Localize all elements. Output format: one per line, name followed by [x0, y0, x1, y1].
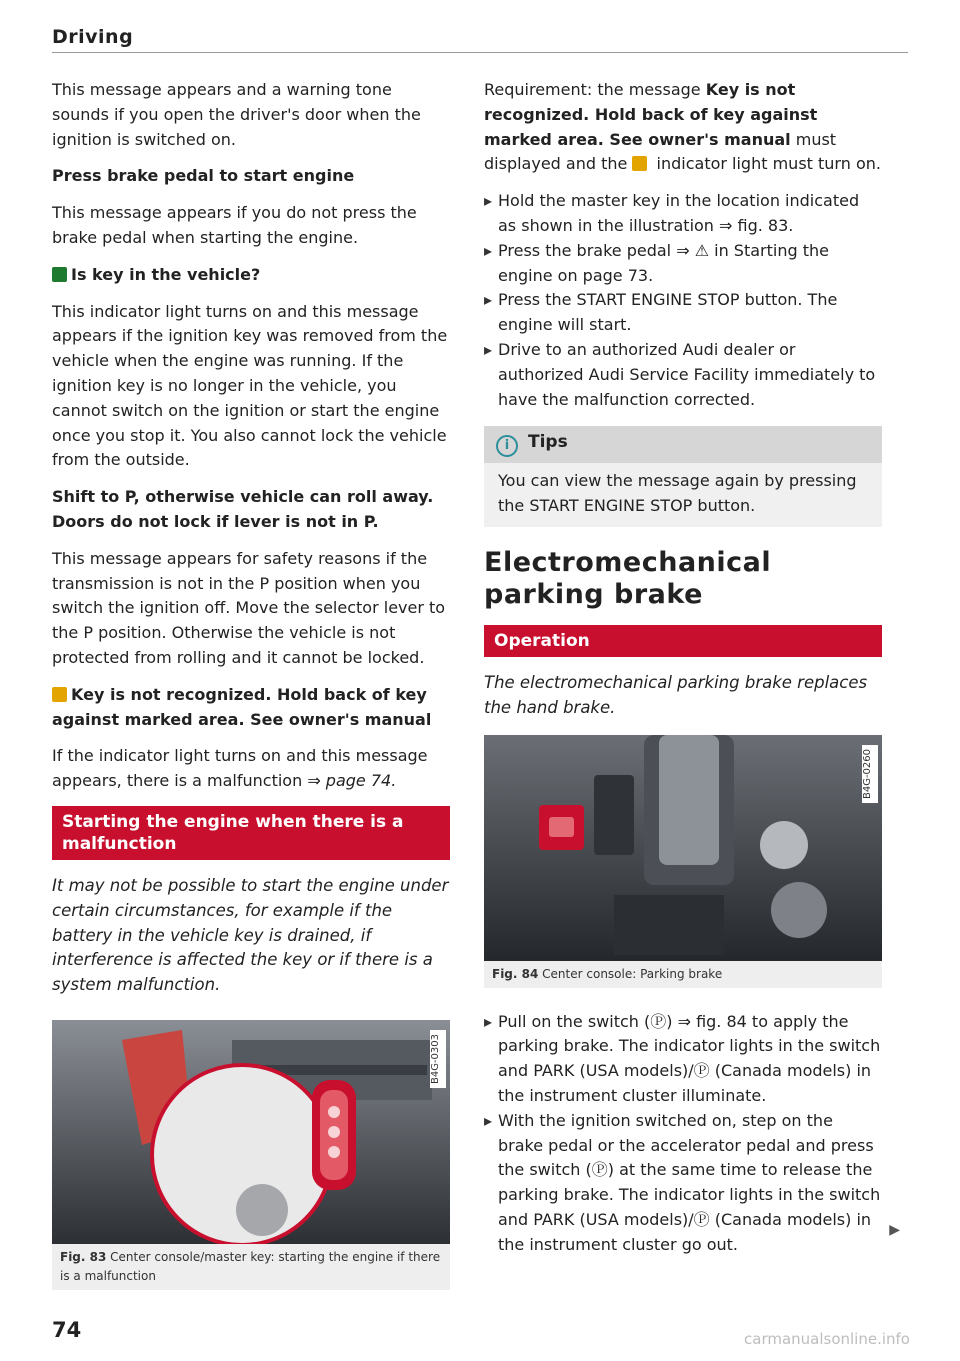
heading-press-brake: Press brake pedal to start engine — [52, 166, 355, 186]
heading-key-text: Is key in the vehicle? — [71, 264, 261, 284]
section-title-operation: Operation — [484, 625, 882, 657]
intro-parking-brake: The electromechanical parking brake replaces the hand brake. — [484, 672, 868, 717]
tips-text: You can view the message again by pressing the START ENGINE STOP button. — [498, 471, 857, 516]
parking-brake-steps-list — [484, 1010, 882, 1258]
step-item: ▸ Press the brake pedal ⇒ ⚠ in Starting the engine on page 73. — [484, 239, 882, 289]
paragraph-requirement — [484, 78, 882, 177]
paragraph-key-not-recognized — [52, 744, 450, 794]
tips-box — [484, 426, 882, 527]
key-indicator-icon — [52, 267, 67, 282]
figure-83-id: B4G-0303 — [430, 1030, 446, 1088]
info-icon: i — [496, 435, 518, 457]
figure-83 — [52, 1020, 450, 1290]
parking-brake-console-illustration — [484, 735, 882, 961]
start-steps-list — [484, 189, 882, 412]
paragraph-key-in-vehicle: This indicator light turns on and this message appears if the ignition key was removed from the vehicle when the engine was running. If the ignition key is no longer in the vehicle, you cannot switch on the ignition or start the engine once you stop it. You also cannot lock the vehicle from the outside. — [52, 301, 448, 470]
left-column — [52, 78, 450, 1290]
requirement-mid: must displayed and the — [484, 129, 837, 174]
chapter-title: Electromechanical parking brake — [484, 546, 772, 610]
figure-84-caption-text: Center console: Parking brake — [542, 966, 723, 981]
center-console-key-illustration — [52, 1020, 450, 1244]
heading-not-recognized-text: Key is not recognized. Hold back of key against marked area. See owner's manual — [52, 684, 432, 729]
step-item: ▸ Press the START ENGINE STOP button. The engine will start. — [484, 288, 882, 338]
step-item: ▸ With the ignition switched on, step on the brake pedal or the accelerator pedal and press the switch (Ⓟ) at the same time to release the parking brake. The indicator lights in the switch and PARK (USA models)/Ⓟ (Canada models) in the instrument cluster go out. — [484, 1109, 882, 1258]
paragraph-press-brake: This message appears if you do not press the brake pedal when starting the engine. — [52, 203, 417, 247]
page-number: 74 — [52, 1318, 82, 1342]
not-recognized-text: If the indicator light turns on and this message appears, there is a malfunction — [52, 746, 428, 791]
figure-84-image — [484, 735, 882, 961]
figure-83-caption-text: Center console/master key: starting the engine if there is a malfunction — [60, 1249, 441, 1283]
continue-arrow-icon: ▶ — [889, 1222, 900, 1238]
paragraph-door-warning: This message appears and a warning tone sounds if you open the driver's door when the ignition is switched on. — [52, 80, 421, 149]
key-warning-icon — [52, 687, 67, 702]
figure-84-id: B4G-0260 — [862, 745, 878, 803]
header-rule — [52, 52, 908, 53]
figure-84 — [484, 735, 882, 988]
heading-key-not-recognized — [52, 683, 450, 733]
page-reference-link[interactable]: ⇒ page 74. — [307, 771, 397, 791]
section-header: Driving — [52, 26, 134, 48]
heading-key-in-vehicle — [52, 263, 450, 288]
figure-83-image — [52, 1020, 450, 1244]
figure-83-caption — [52, 1244, 450, 1290]
section-title-malfunction: Starting the engine when there is a malfunction — [52, 806, 450, 860]
paragraph-shift-to-p: This message appears for safety reasons if the transmission is not in the P position when you switch the ignition off. Move the selector lever to the P position. Otherwise the vehicle is not protected from rolling and it cannot be locked. — [52, 548, 446, 667]
step-item: ▸ Pull on the switch (Ⓟ) ⇒ fig. 84 to apply the parking brake. The indicator lights in the switch and PARK (USA models)/Ⓟ (Canada models) in the instrument cluster illuminate. — [484, 1010, 882, 1109]
step-item: ▸ Hold the master key in the location indicated as shown in the illustration ⇒ fig. 83. — [484, 189, 882, 239]
right-column — [484, 78, 882, 1272]
intro-malfunction: It may not be possible to start the engine under certain circumstances, for example if the battery in the vehicle key is drained, if interference is affected the key or if there is a system malfunction. — [52, 875, 449, 995]
watermark: carmanualsonline.info — [744, 1330, 910, 1348]
figure-83-label: Fig. 83 — [60, 1249, 107, 1264]
figure-84-label: Fig. 84 — [492, 966, 539, 981]
requirement-message: Key is not recognized. Hold back of key against marked area. See owner's manual — [484, 80, 818, 149]
tips-title: Tips — [528, 432, 568, 453]
requirement-lead: Requirement: the message — [484, 80, 706, 99]
key-warning-icon-inline — [632, 156, 647, 171]
tips-header — [484, 426, 882, 463]
step-item: ▸ Drive to an authorized Audi dealer or authorized Audi Service Facility immediately to have the malfunction corrected. — [484, 338, 882, 412]
heading-shift-to-p: Shift to P, otherwise vehicle can roll away. Doors do not lock if lever is not in P. — [52, 487, 434, 531]
figure-84-caption — [484, 961, 882, 988]
requirement-tail: indicator light must turn on. — [651, 154, 881, 174]
